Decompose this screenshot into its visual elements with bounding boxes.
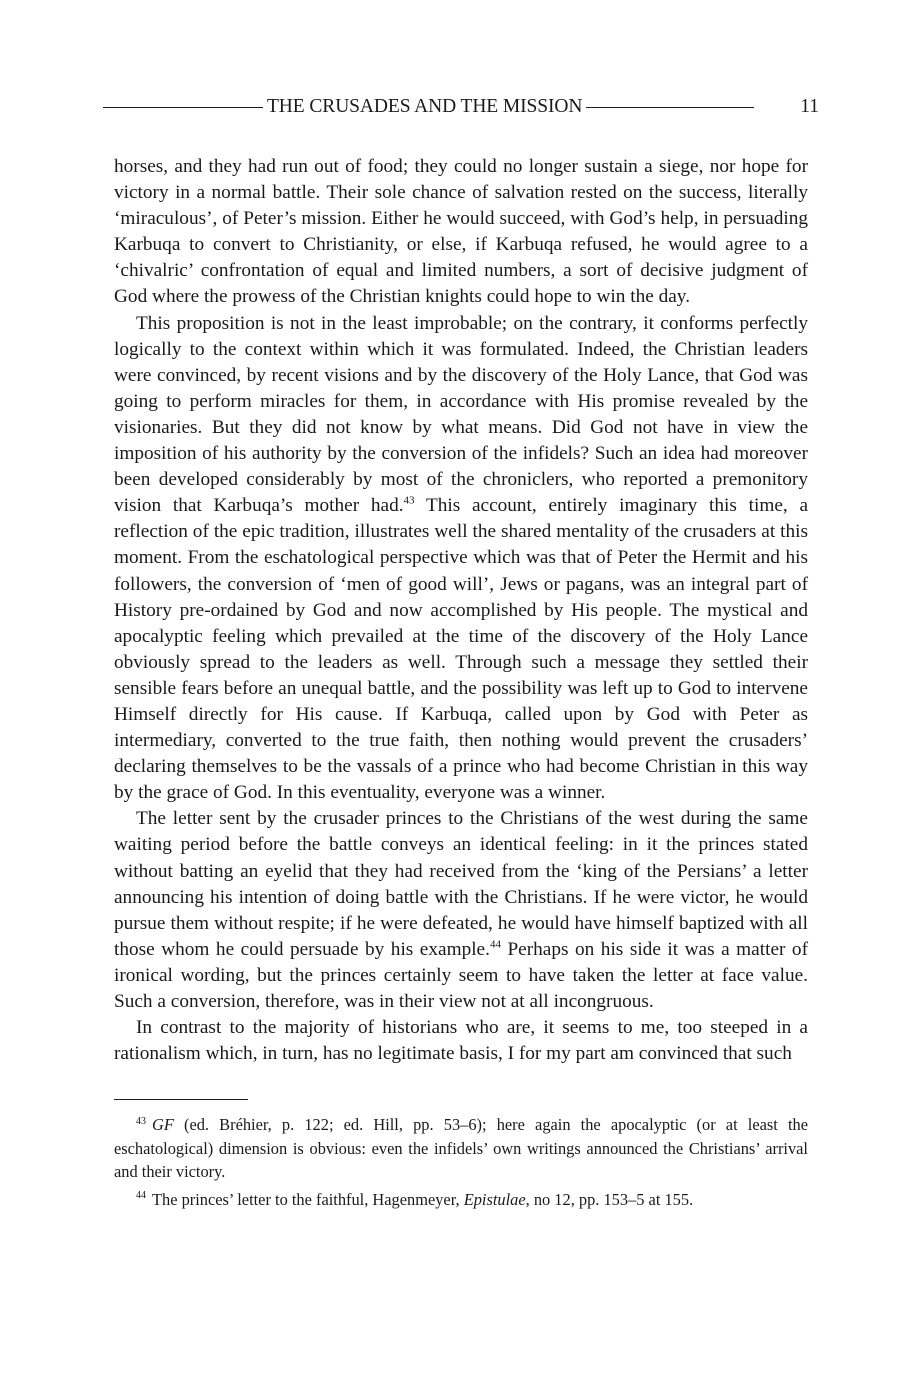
note-reference[interactable]: 44 bbox=[489, 938, 501, 951]
paragraph bbox=[114, 311, 808, 807]
text-run: (ed. Bréhier, p. 122; ed. Hill, pp. 53–6); here again the apocalyptic (or at least the eschatological) dimension is obvious: even the infidels’ own writings announced the Christians’ arrival and their victory. bbox=[114, 1115, 808, 1181]
running-head bbox=[103, 94, 819, 120]
header-rule-left bbox=[103, 107, 263, 108]
italic-run: Epistulae bbox=[463, 1189, 526, 1209]
text-run: This account, entirely imaginary this time, a reflection of the epic tradition, illustrates well the shared mentality of the crusaders at this moment. From the eschatological perspective which was that of Peter the Hermit and his followers, the conversion of ‘men of good will’, Jews or pagans, was an integral part of History pre-ordained by God and now accomplished by His people. The mystical and apocalyptic feeling which prevailed at the time of the discovery of the Holy Lance obviously spread to the leaders as well. Through such a message they settled their sensible fears before an unequal battle, and the possibility was left up to God to intervene Himself directly for His cause. If Karbuqa, called upon by God with Peter as intermediary, converted to the true faith, then nothing would prevent the crusaders’ declaring themselves to be the vassals of a prince who had become Christian in this way by the grace of God. In this eventuality, everyone was a winner. bbox=[114, 495, 809, 804]
text-run: horses, and they had run out of food; they could no longer sustain a siege, nor hope for victory in a normal battle. Their sole chance of salvation rested on the success, literally ‘miraculous’, of Peter’s mission. Either he would succeed, with God’s help, in persuading Karbuqa to convert to Christianity, or else, if Karbuqa refused, he would agree to a ‘chivalric’ confrontation of equal and limited numbers, a sort of decisive judgment of God where the prowess of the Christian knights could hope to win the day. bbox=[114, 156, 808, 308]
body-text bbox=[114, 154, 808, 1067]
italic-run: GF bbox=[152, 1115, 174, 1134]
text-run: The letter sent by the crusader princes to the Christians of the west during the same waiting period before the battle conveys an identical feeling: in it the princes stated without batting an eyelid that they had received from the ‘king of the Persians’ a letter announcing his intention of doing battle with the Christians. If he were victor, he would pursue them without respite; if he were defeated, he would have himself baptized with all those whom he could persuade by his example. bbox=[114, 808, 808, 960]
text-run: , no 12, pp. 153–5 at 155. bbox=[525, 1189, 694, 1209]
note-reference[interactable]: 43 bbox=[403, 494, 415, 507]
footnote-number: 44 bbox=[136, 1190, 146, 1202]
paragraph bbox=[114, 806, 808, 1015]
text-run: Perhaps on his side it was a matter of ironical wording, but the princes certainly seem to have taken the letter at face value. Such a conversion, therefore, was in their view not at all incongruous. bbox=[114, 938, 808, 1012]
footnote-separator bbox=[114, 1099, 248, 1100]
text-run: This proposition is not in the least improbable; on the contrary, it conforms perfectly logically to the context within which it was formulated. Indeed, the Christian leaders were convinced, by recent visions and by the discovery of the Holy Lance, that God was going to perform miracles for them, in accordance with His promise revealed by the visionaries. But they did not know by what means. Did God not have in view the imposition of his authority by the conversion of the infidels? Such an idea had moreover been developed considerably by most of the chroniclers, who reported a premonitory vision that Karbuqa’s mother had. bbox=[114, 312, 808, 517]
text-run: The princes’ letter to the faithful, Hagenmeyer, bbox=[152, 1189, 464, 1209]
running-title: THE CRUSADES AND THE MISSION bbox=[267, 96, 583, 117]
footnote-number: 43 bbox=[136, 1115, 146, 1127]
text-run: In contrast to the majority of historians who are, it seems to me, too steeped in a rationalism which, in turn, has no legitimate basis, I for my part am convinced that such bbox=[114, 1017, 808, 1065]
footnote bbox=[114, 1188, 808, 1212]
paragraph bbox=[114, 1015, 808, 1067]
page-number: 11 bbox=[800, 96, 819, 117]
header-rule-right bbox=[586, 107, 754, 108]
footnote bbox=[114, 1113, 808, 1184]
footnotes bbox=[114, 1113, 808, 1215]
paragraph bbox=[114, 154, 808, 311]
